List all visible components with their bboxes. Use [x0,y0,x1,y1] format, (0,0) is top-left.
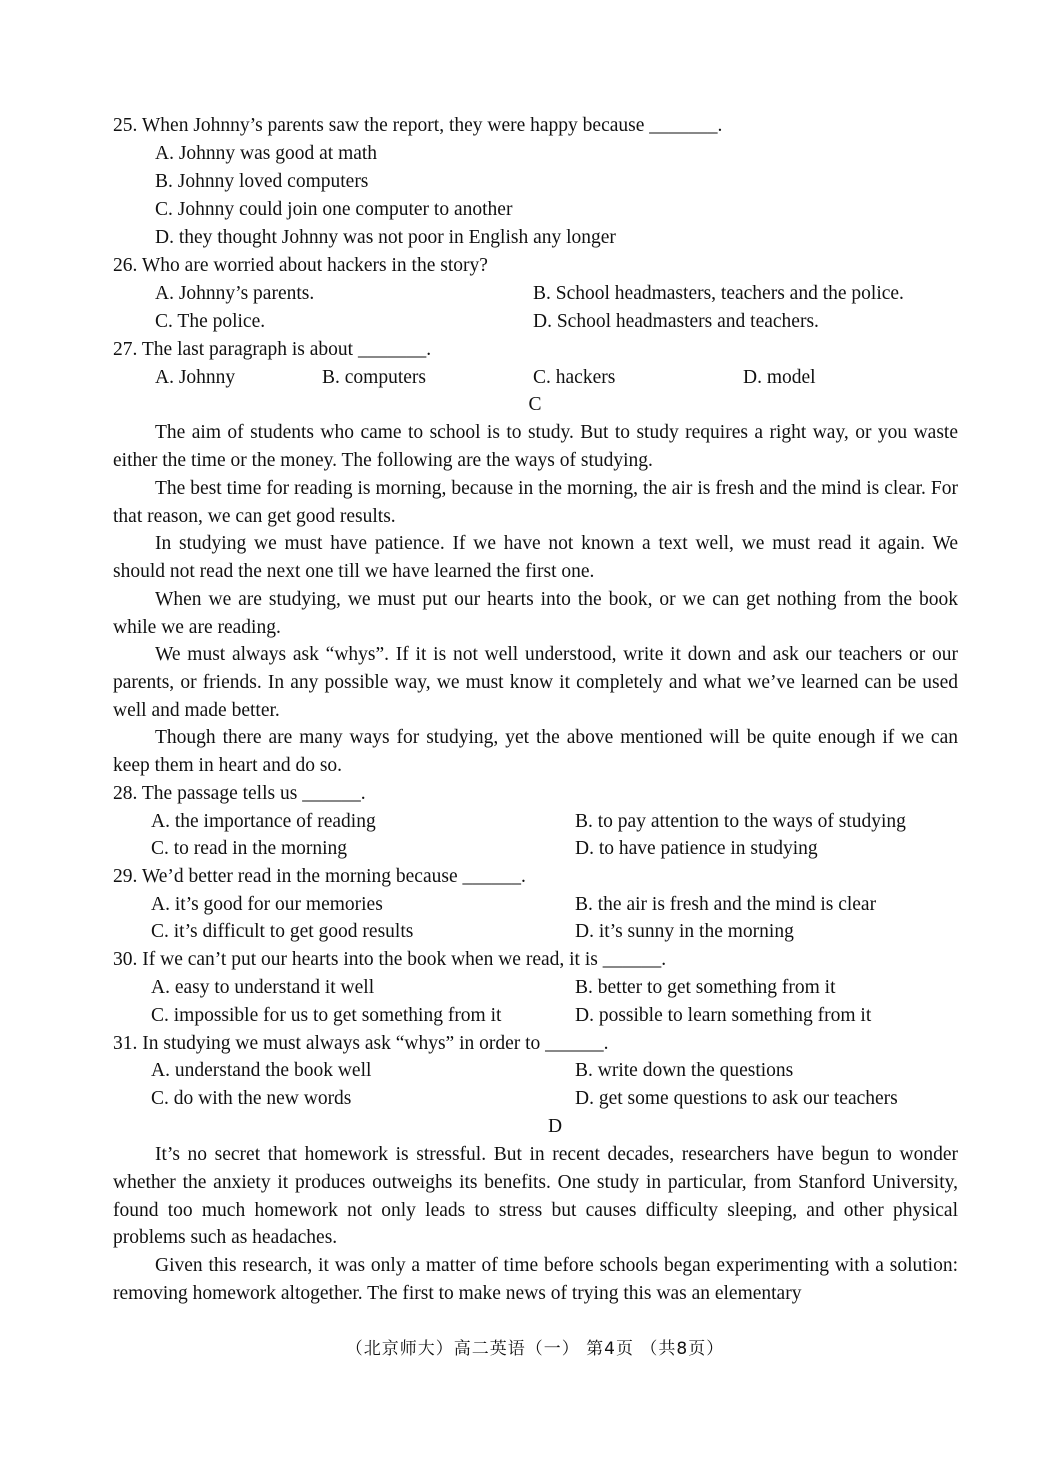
question-27-option-a: A. Johnny [155,367,236,388]
section-c-paragraph-1: The aim of students who came to school is to study. But to study requires a right way, or you waste either the time or the money. The following are the ways of studying. [113,422,958,471]
question-31-option-c: C. do with the new words [151,1088,352,1109]
question-26-option-b: B. School headmasters, teachers and the police. [533,283,904,304]
question-28-stem: 28. The passage tells us ______. [113,783,366,804]
question-30-option-d: D. possible to learn something from it [575,1005,872,1026]
question-25-option-d: D. they thought Johnny was not poor in English any longer [155,227,616,248]
section-c-paragraph-5: We must always ask “whys”. If it is not well understood, write it down and ask our teachers or our parents, or friends. In any possible way, we must know it completely and what we’ve learned can be used well and made better. [113,644,958,721]
question-30-option-c: C. impossible for us to get something from it [151,1005,502,1026]
question-31-option-b: B. write down the questions [575,1060,794,1081]
question-31-option-a: A. understand the book well [151,1060,372,1081]
question-25-stem: 25. When Johnny’s parents saw the report, they were happy because _______. [113,115,723,136]
question-30-stem: 30. If we can’t put our hearts into the book when we read, it is ______. [113,949,667,970]
question-30-option-b: B. better to get something from it [575,977,836,998]
question-30-option-a: A. easy to understand it well [151,977,375,998]
section-d-heading: D [547,1116,563,1137]
section-c-heading: C [528,394,542,415]
question-26-option-c: C. The police. [155,311,266,332]
section-d-paragraph-1: It’s no secret that homework is stressful. But in recent decades, researchers have begun to wonder whether the anxiety it produces outweighs its benefits. One study in particular, from Stanford University, found too much homework not only leads to stress but causes difficulty sleeping, and other physical problems such as headaches. [113,1144,958,1249]
question-27-option-c: C. hackers [533,367,616,388]
section-c-paragraph-6: Though there are many ways for studying, yet the above mentioned will be quite enough if we can keep them in heart and do so. [113,727,958,776]
question-28-option-b: B. to pay attention to the ways of studying [575,811,906,832]
question-27-option-b: B. computers [322,367,426,388]
question-29-option-a: A. it’s good for our memories [151,894,383,915]
question-29-option-b: B. the air is fresh and the mind is clear [575,894,877,915]
question-29-option-d: D. it’s sunny in the morning [575,921,794,942]
question-31-stem: 31. In studying we must always ask “whys” in order to ______. [113,1033,609,1054]
question-26-option-a: A. Johnny’s parents. [155,283,315,304]
question-28-option-c: C. to read in the morning [151,838,348,859]
question-25-option-b: B. Johnny loved computers [155,171,369,192]
question-26-option-d: D. School headmasters and teachers. [533,311,819,332]
question-31-option-d: D. get some questions to ask our teachers [575,1088,898,1109]
question-28-option-a: A. the importance of reading [151,811,376,832]
question-29-stem: 29. We’d better read in the morning because ______. [113,866,526,887]
section-d-paragraph-2: Given this research, it was only a matter of time before schools began experimenting with a solution: removing homework altogether. The first to make news of trying this was an elementary [113,1255,958,1304]
question-25-option-a: A. Johnny was good at math [155,143,378,164]
question-29-option-c: C. it’s difficult to get good results [151,921,414,942]
page-footer: （北京师大）高二英语（一） 第4页 （共8页） [345,1339,725,1359]
question-27-stem: 27. The last paragraph is about _______. [113,339,432,360]
section-c-paragraph-2: The best time for reading is morning, because in the morning, the air is fresh and the mind is clear. For that reason, we can get good results. [113,478,958,527]
section-c-paragraph-4: When we are studying, we must put our hearts into the book, or we can get nothing from the book while we are reading. [113,589,958,638]
question-28-option-d: D. to have patience in studying [575,838,818,859]
question-26-stem: 26. Who are worried about hackers in the story? [113,255,488,276]
question-25-option-c: C. Johnny could join one computer to another [155,199,513,220]
question-27-option-d: D. model [743,367,816,388]
section-c-paragraph-3: In studying we must have patience. If we have not known a text well, we must read it again. We should not read the next one till we have learned the first one. [113,533,958,582]
